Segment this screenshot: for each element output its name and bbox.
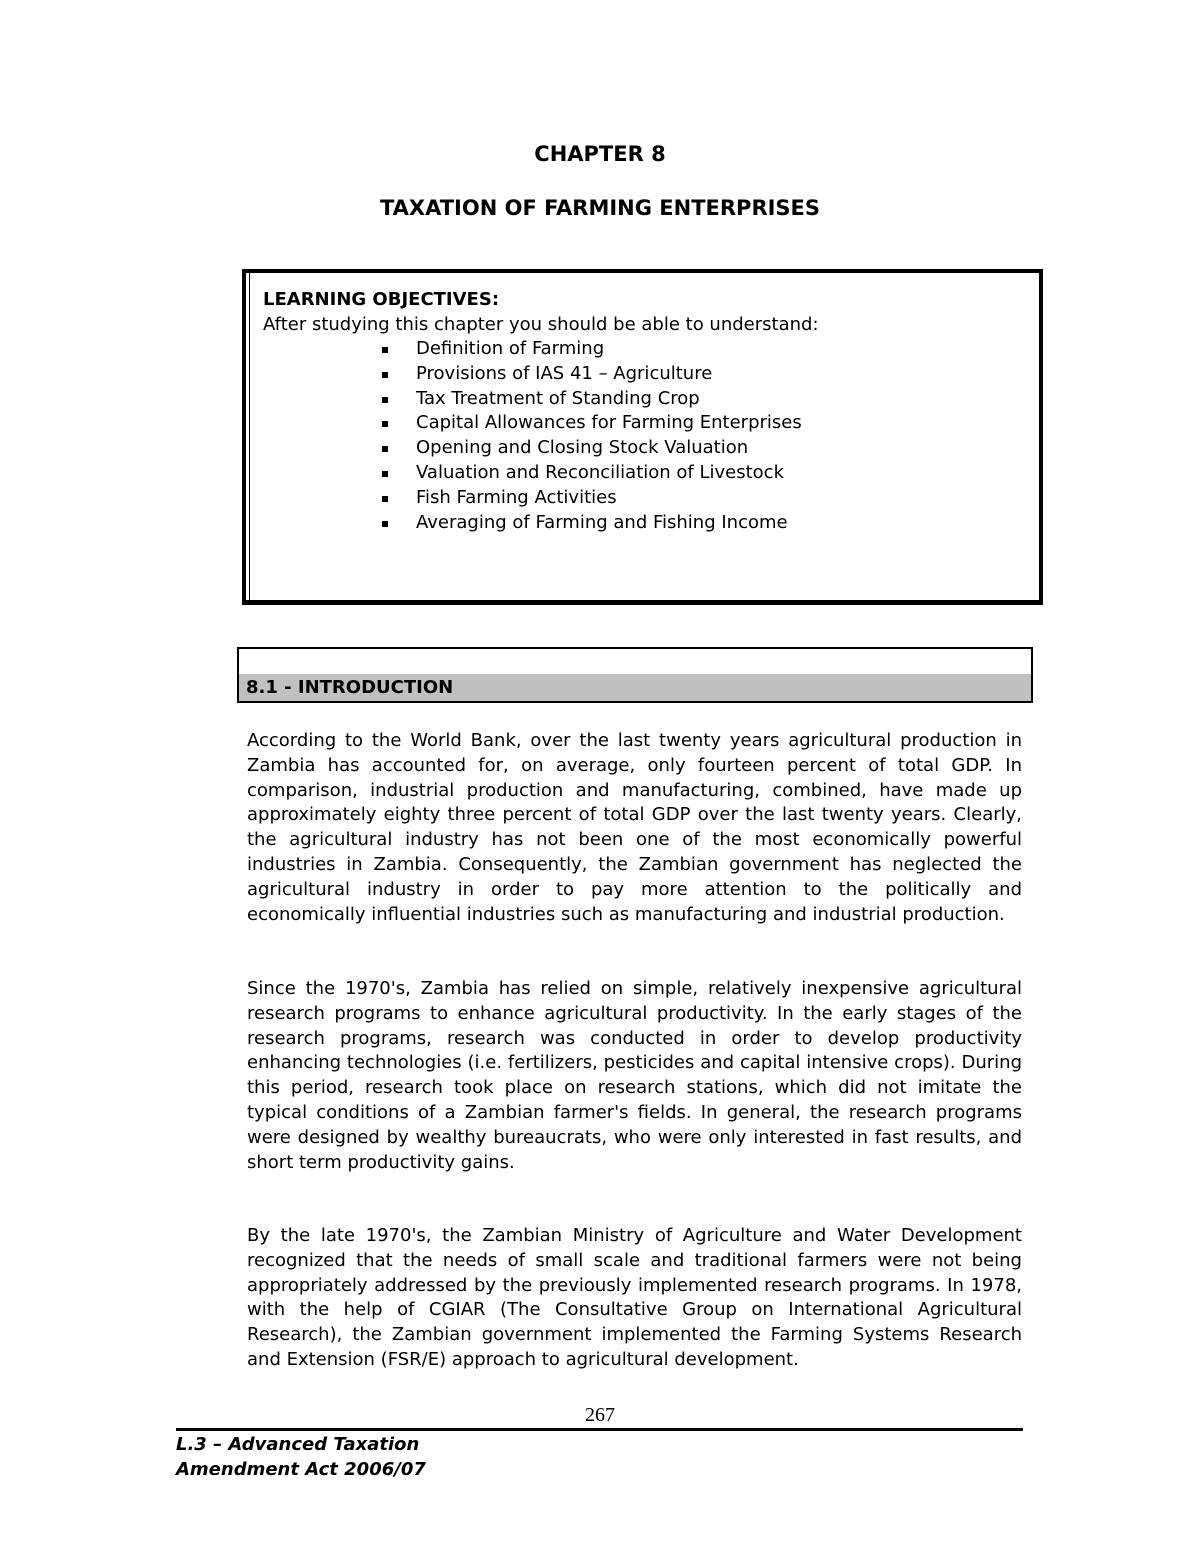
objective-item — [374, 461, 802, 486]
objective-text: Opening and Closing Stock Valuation — [416, 437, 749, 459]
body-paragraph: Since the 1970's, Zambia has relied on simple, relatively inexpensive agricultural research programs to enhance agricultural productivity. In the early stages of the research programs, research was conducted in order to develop productivity enhancing technologies (i.e. fertilizers, pesticides and capital intensive crops). During this period, research took place on research stations, which did not imitate the typical conditions of a Zambian farmer's fields. In general, the research programs were designed by wealthy bureaucrats, who were only interested in fast results, and short term productivity gains. — [247, 978, 1022, 1173]
square-bullet-icon — [382, 521, 388, 527]
square-bullet-icon — [382, 421, 388, 427]
objective-text: Valuation and Reconciliation of Livestock — [416, 461, 784, 483]
objective-text: Fish Farming Activities — [416, 486, 617, 508]
footer-course-title: L.3 – Advanced Taxation — [176, 1434, 420, 1455]
square-bullet-icon — [382, 347, 388, 353]
objective-text: Averaging of Farming and Fishing Income — [416, 511, 788, 533]
learning-objectives-box — [242, 269, 1043, 605]
chapter-number: CHAPTER 8 — [534, 142, 666, 166]
objectives-heading: LEARNING OBJECTIVES: — [263, 289, 500, 310]
section-heading-box — [237, 647, 1033, 703]
square-bullet-icon — [382, 397, 388, 403]
objective-item — [374, 436, 802, 461]
footer-edition: Amendment Act 2006/07 — [176, 1459, 426, 1480]
objective-item — [374, 486, 802, 511]
objective-item — [374, 411, 802, 436]
objective-item — [374, 362, 802, 387]
chapter-title: TAXATION OF FARMING ENTERPRISES — [379, 196, 821, 220]
square-bullet-icon — [382, 496, 388, 502]
objective-text: Capital Allowances for Farming Enterprises — [416, 412, 802, 434]
objective-text: Provisions of IAS 41 – Agriculture — [416, 362, 713, 384]
square-bullet-icon — [382, 446, 388, 452]
page-number: 267 — [585, 1404, 615, 1426]
objective-item — [374, 337, 802, 362]
footer-rule — [176, 1428, 1023, 1431]
objectives-list — [374, 337, 802, 535]
objective-item — [374, 387, 802, 412]
objective-item — [374, 511, 802, 536]
objective-text: Tax Treatment of Standing Crop — [416, 387, 700, 409]
square-bullet-icon — [382, 372, 388, 378]
objectives-intro: After studying this chapter you should be able to understand: — [263, 314, 819, 335]
square-bullet-icon — [382, 471, 388, 477]
section-heading: 8.1 - INTRODUCTION — [246, 677, 454, 698]
objective-text: Definition of Farming — [416, 338, 605, 359]
body-paragraph: By the late 1970's, the Zambian Ministry of Agriculture and Water Development recognized that the needs of small scale and traditional farmers were not being appropriately addressed by the previously implemented research programs. In 1978, with the help of CGIAR (The Consultative Group on International Agricultural Research), the Zambian government implemented the Farming Systems Research and Extension (FSR/E) approach to agricultural development. — [247, 1225, 1022, 1370]
body-paragraph: According to the World Bank, over the last twenty years agricultural production in Zambia has accounted for, on average, only fourteen percent of total GDP. In comparison, industrial production and manufacturing, combined, have made up approximately eighty three percent of total GDP over the last twenty years. Clearly, the agricultural industry has not been one of the most economically powerful industries in Zambia. Consequently, the Zambian government has neglected the agricultural industry in order to pay more attention to the politically and economically influential industries such as manufacturing and industrial production. — [247, 730, 1022, 925]
